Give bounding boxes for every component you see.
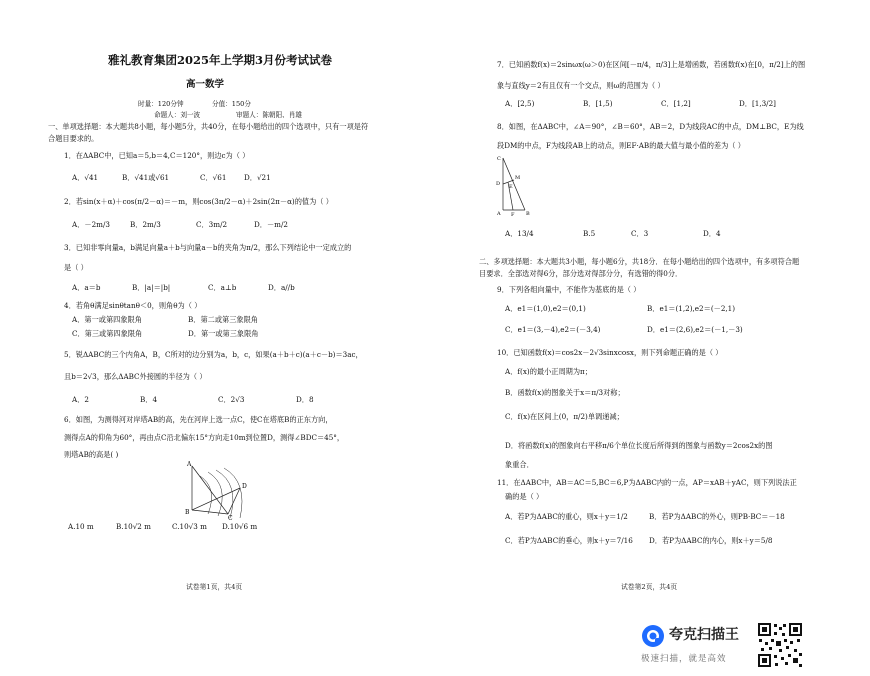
q11-stem-2: 确的是（ ） xyxy=(505,492,544,501)
watermark-slogan: 极速扫描，就是高效 xyxy=(641,654,727,664)
q3-stem: 3．已知非零向量a，b满足向量a＋b与向量a－b的夹角为π/2，那么下列结论中一定成立的 xyxy=(64,243,352,252)
q6-option-b: B.10√2 m xyxy=(116,522,151,531)
q8-option-b: B.5 xyxy=(583,229,596,238)
q1-option-a: A．√41 xyxy=(72,173,99,182)
q8-stem: 8．如图，在ΔABC中，∠A＝90°，∠B＝60°，AB＝2，D为线段AC的中点，DM⊥BC，E为线 xyxy=(497,122,804,131)
fig6-label-c: C xyxy=(228,515,233,520)
q2-stem: 2．若sin(x＋α)＋cos(π/2－α)＝－m，则cos(3π/2－α)＋2sin(2π－α)的值为（ ） xyxy=(64,197,333,206)
q8-option-c: C．3 xyxy=(631,229,649,238)
q5-option-a: A．2 xyxy=(72,395,89,404)
section2-heading-2: 目要求．全部选对得6分，部分选对得部分分，有选错的得0分． xyxy=(479,269,683,278)
fig8-label-a: A xyxy=(497,211,501,216)
fig8-label-c: C xyxy=(497,156,501,162)
q3-option-b: B．|a|＝|b| xyxy=(132,283,171,292)
fig8-label-e: E xyxy=(509,184,513,190)
q4-option-b: B．第二或第三象限角 xyxy=(188,315,258,324)
fig8-label-b: B xyxy=(526,211,530,216)
base-line xyxy=(192,510,228,514)
q3-option-a: A．a＝b xyxy=(72,283,101,292)
q6-option-a: A.10 m xyxy=(68,522,94,531)
q7-option-a: A．[2,5) xyxy=(505,99,535,108)
q10-option-b: B．函数f(x)的图象关于x＝π/3对称； xyxy=(505,388,625,397)
section2-heading: 二、多项选择题：本大题共3小题，每小题6分，共18分．在每小题给出的四个选项中，有多项符合题 xyxy=(479,257,800,266)
section1-heading: 一、单项选择题：本大题共8小题，每小题5分，共40分，在每小题给出的四个选项中，只有一项是符 xyxy=(48,122,369,131)
exam-setter: 命题人：刘一波 xyxy=(154,111,201,119)
q1-option-b: B．√41或√61 xyxy=(122,173,170,182)
q10-option-d: D．将函数f(x)的图象向右平移π/6个单位长度后所得到的图象与函数y＝2cos2x的图 xyxy=(505,441,773,450)
footer-right: 试卷第2页，共4页 xyxy=(621,583,678,591)
q8-figure xyxy=(495,154,545,216)
page-right xyxy=(435,0,870,676)
q9-option-a: A．e1＝(1,0),e2＝(0,1) xyxy=(505,304,586,313)
q9-option-b: B．e1＝(1,2),e2＝(－2,1) xyxy=(647,304,736,313)
q6-figure xyxy=(178,458,258,520)
q3-stem-2: 是（ ） xyxy=(64,263,88,272)
q4-option-d: D．第一或第三象限角 xyxy=(188,329,259,338)
q11-option-d: D．若P为ΔABC的内心，则x＋y＝5/8 xyxy=(649,536,773,545)
q9-option-c: C．e1＝(3,－4),e2＝(－3,4) xyxy=(505,325,601,334)
fig6-label-d: D xyxy=(242,483,247,490)
q7-option-b: B．[1,5) xyxy=(583,99,613,108)
q1-option-d: D．√21 xyxy=(244,173,271,182)
qr-code-icon xyxy=(757,622,803,668)
side-cb xyxy=(503,158,525,210)
q6-stem: 6．如图，为测得河对岸塔AB的高，先在河岸上选一点C，使C在塔底B的正东方向， xyxy=(64,415,333,424)
q1-option-c: C．√61 xyxy=(200,173,227,182)
q7-option-d: D．[1,3/2] xyxy=(739,99,776,108)
exam-time: 时量：120分钟 xyxy=(138,100,184,108)
q9-stem: 9．下列各组向量中，不能作为基底的是（ ） xyxy=(497,285,641,294)
fig6-label-b: B xyxy=(185,509,190,516)
q5-stem: 5．锐ΔABC的三个内角A，B，C所对的边分别为a，b，c，如果(a＋b＋c)(a＋c－b)＝3ac， xyxy=(64,350,363,359)
q3-option-d: D．a//b xyxy=(268,283,295,292)
exam-title: 雅礼教育集团2025年上学期3月份考试试卷 xyxy=(108,53,333,67)
q6-stem-3: 则塔AB的高是( ) xyxy=(64,450,119,459)
q10-option-a: A．f(x)的最小正周期为π； xyxy=(505,367,592,376)
exam-reviewer: 审题人：陈朝阳、肖雄 xyxy=(236,111,302,119)
q8-option-d: D．4 xyxy=(703,229,721,238)
q9-option-d: D．e1＝(2,6),e2＝(－1,－3) xyxy=(647,325,743,334)
q1-stem: 1．在ΔABC中，已知a＝5,b＝4,C＝120°，则边c为（ ） xyxy=(64,151,250,160)
q2-option-b: B．2m/3 xyxy=(130,220,161,229)
q5-option-b: B．4 xyxy=(140,395,158,404)
q6-option-c: C.10√3 m xyxy=(172,522,207,531)
fig8-label-d: D xyxy=(496,181,501,187)
footer-left: 试卷第1页，共4页 xyxy=(186,583,243,591)
q2-option-d: D．－m/2 xyxy=(254,220,288,229)
q6-option-d: D.10√6 m xyxy=(222,522,258,531)
q11-option-b: B．若P为ΔABC的外心，则PB·BC＝－18 xyxy=(649,512,785,521)
q7-stem: 7．已知函数f(x)＝2sinωx(ω＞0)在区间[－π/4，π/3]上是增函数，若函数f(x)在[0，π/2]上的图 xyxy=(497,60,806,69)
q10-stem: 10．已知函数f(x)＝cos2x－2√3sinxcosx，则下列命题正确的是（ ） xyxy=(497,348,723,357)
watermark-brand: 夸克扫描王 xyxy=(669,627,739,643)
q2-option-a: A．－2m/3 xyxy=(72,220,110,229)
q4-stem: 4．若角θ满足sinθtanθ＜0，则角θ为（ ） xyxy=(64,301,202,310)
q5-option-c: C．2√3 xyxy=(218,395,245,404)
section1-heading-2: 合题目要求的。 xyxy=(48,134,99,143)
q11-option-c: C．若P为ΔABC的垂心，则x＋y＝7/16 xyxy=(505,536,633,545)
q2-option-c: C．3m/2 xyxy=(196,220,228,229)
q8-option-a: A．13/4 xyxy=(505,229,534,238)
fig6-label-a: A xyxy=(187,461,192,468)
q7-stem-2: 象与直线y＝2有且仅有一个交点，则ω的范围为（ ） xyxy=(497,81,665,90)
q8-stem-2: 段DM的中点，F为线段AB上的动点，则EF·AB的最大值与最小值的差为（ ） xyxy=(497,141,745,150)
exam-subject: 高一数学 xyxy=(186,79,225,90)
q5-option-d: D．8 xyxy=(296,395,314,404)
quark-logo-icon xyxy=(641,624,665,648)
exam-score: 分值：150分 xyxy=(212,100,251,108)
fig8-label-m: M xyxy=(515,175,521,181)
q10-option-c: C．f(x)在区间上(0，π/2)单调递减； xyxy=(505,412,624,421)
q4-option-c: C．第三或第四象限角 xyxy=(72,329,143,338)
q4-option-a: A．第一或第四象限角 xyxy=(72,315,142,324)
q11-option-a: A．若P为ΔABC的重心，则x＋y＝1/2 xyxy=(505,512,628,521)
q5-stem-2: 且b＝2√3，那么ΔABC外接圆的半径为（ ） xyxy=(64,372,207,381)
q7-option-c: C．[1,2] xyxy=(661,99,691,108)
q11-stem: 11．在ΔABC中，AB＝AC＝5,BC＝6,P为ΔABC内的一点，AP＝xAB＋yAC，则下列说法正 xyxy=(497,478,797,487)
walk-line xyxy=(228,488,240,514)
fig8-label-f: F xyxy=(511,212,515,216)
q6-stem-2: 测得点A的仰角为60°，再由点C沿北偏东15°方向走10m到位置D，测得∠BDC＝45°， xyxy=(64,433,345,442)
q3-option-c: C．a⊥b xyxy=(208,283,237,292)
river-hatching xyxy=(200,468,242,518)
q10-option-d-2: 象重合． xyxy=(505,460,534,469)
